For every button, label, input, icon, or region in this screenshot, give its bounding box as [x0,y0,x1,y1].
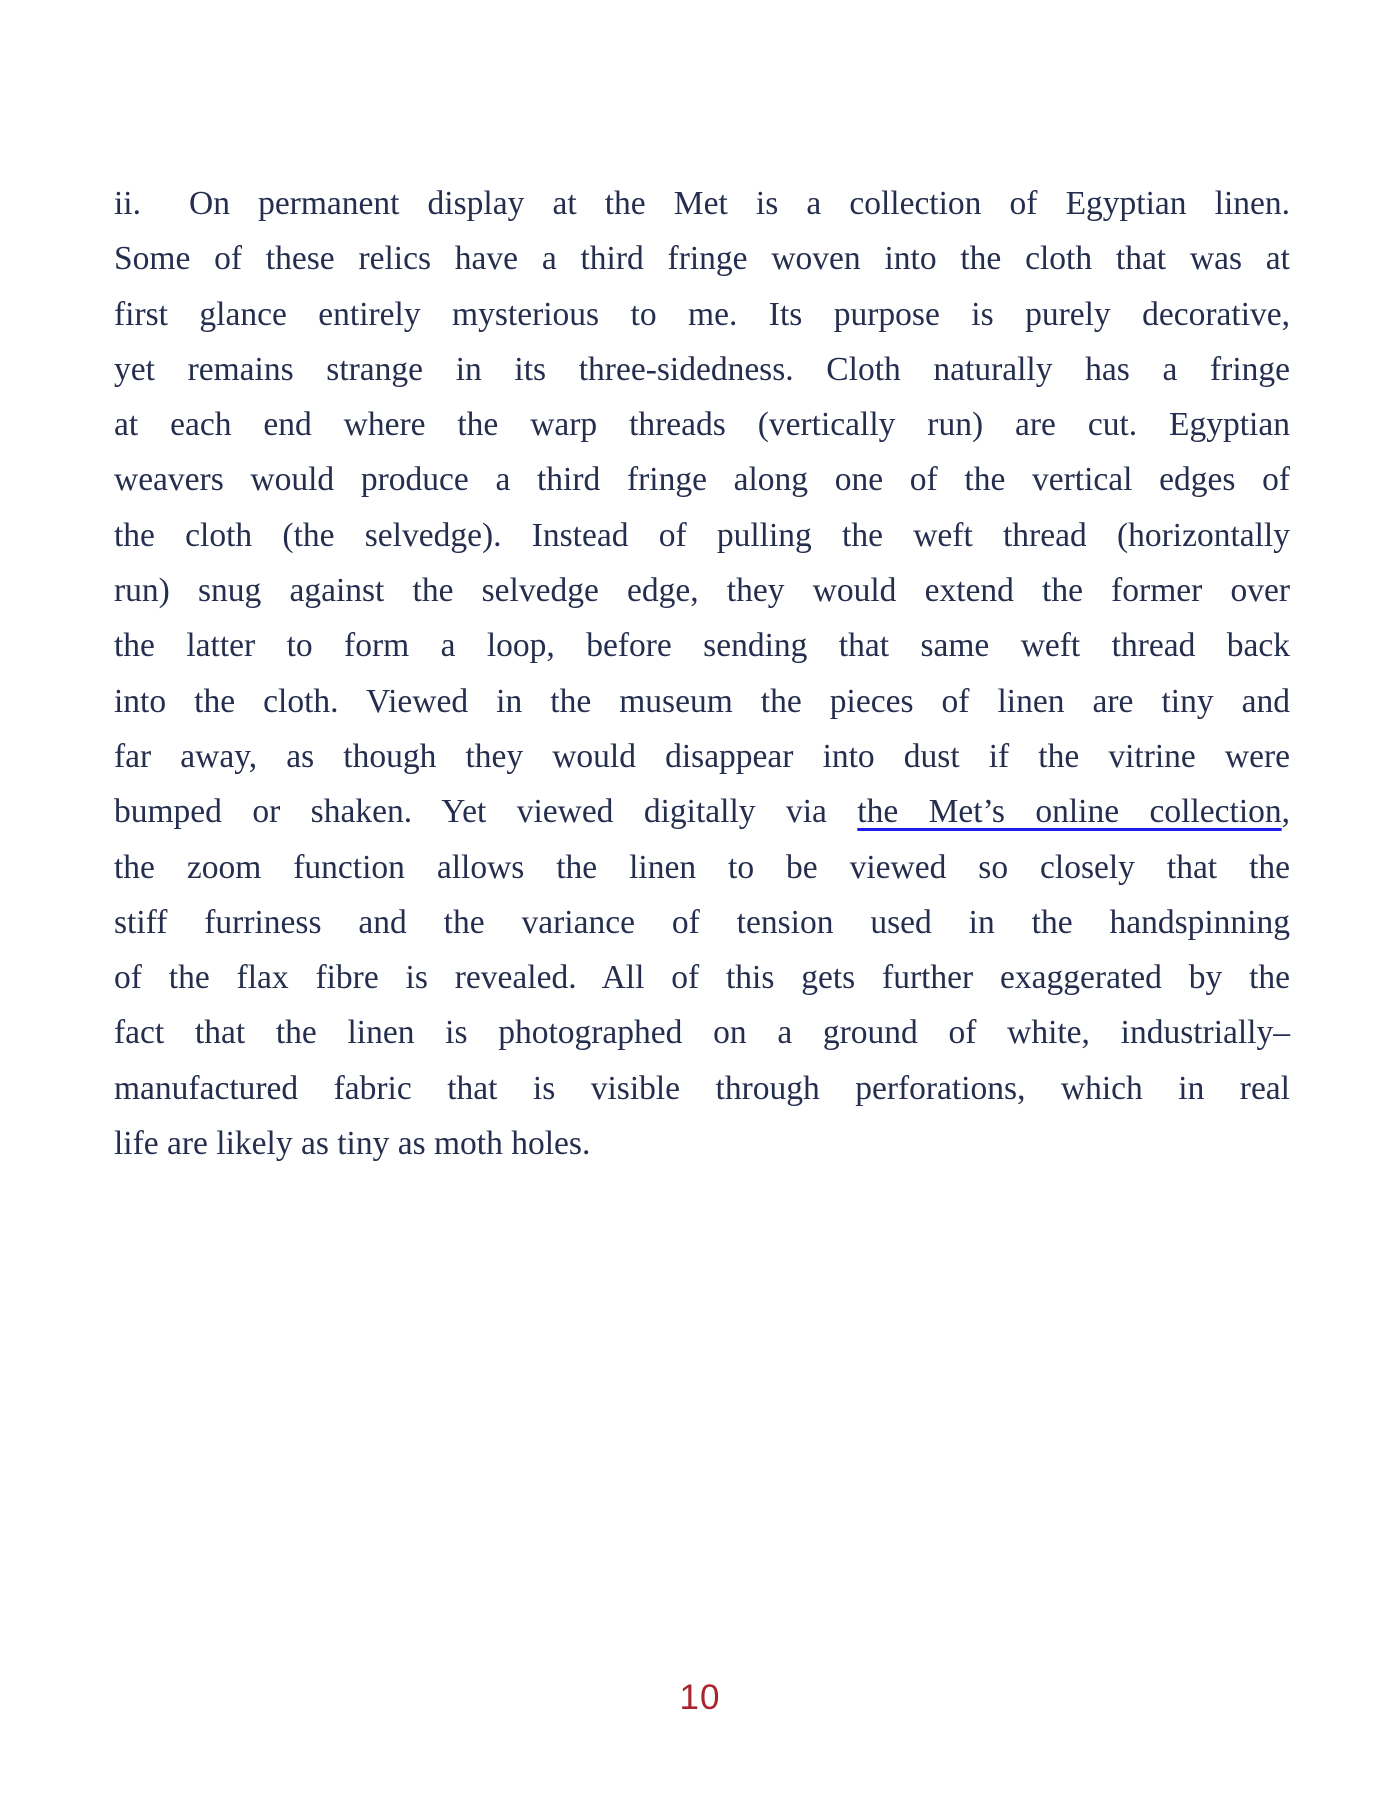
text-line [114,618,1290,673]
body-paragraph [114,176,1290,1171]
text-line [114,1005,1290,1060]
text-run: the cloth (the selvedge). Instead of pulling the weft thread (horizontally [114,516,1290,554]
text-line [114,342,1290,397]
text-run: , [1281,793,1290,831]
text-line [114,231,1290,286]
text-line [114,1061,1290,1116]
list-marker: ii. [114,185,141,222]
text-run: manufactured fabric that is visible through perforations, which in real [114,1069,1290,1107]
text-run: first glance entirely mysterious to me. Its purpose is purely decorative, [114,295,1290,333]
text-run: On permanent display at the Met is a collection of Egyptian linen. [189,185,1290,222]
text-run: at each end where the warp threads (vertically run) are cut. Egyptian [114,406,1290,444]
text-line [114,1116,1290,1171]
text-run: stiff furriness and the variance of tension used in the handspinning [114,903,1290,941]
text-run: life are likely as tiny as moth holes. [114,1125,591,1163]
text-run: the latter to form a loop, before sending that same weft thread back [114,627,1290,665]
met-collection-link[interactable]: the Met’s online collection [857,793,1282,831]
text-run: run) snug against the selvedge edge, they would extend the former over [114,572,1290,610]
text-run: the zoom function allows the linen to be viewed so closely that the [114,848,1290,886]
text-line [114,950,1290,1005]
text-line [114,674,1290,729]
text-run: into the cloth. Viewed in the museum the pieces of linen are tiny and [114,682,1290,720]
text-line [114,287,1290,342]
text-line [114,895,1290,950]
text-line [114,508,1290,563]
text-run: weavers would produce a third fringe along one of the vertical edges of [114,461,1290,499]
text-line [114,397,1290,452]
text-line [114,784,1290,839]
page-footer [0,1678,1400,1718]
text-line [114,729,1290,784]
text-run: Some of these relics have a third fringe woven into the cloth that was at [114,240,1290,278]
text-run: bumped or shaken. Yet viewed digitally via [114,793,858,831]
text-run: fact that the linen is photographed on a ground of white, industrially– [114,1014,1290,1052]
list-marker-gap [141,213,189,214]
text-run: yet remains strange in its three-sidedness. Cloth naturally has a fringe [114,350,1290,388]
text-line [114,840,1290,895]
text-line [114,452,1290,507]
page-number: 10 [679,1678,721,1717]
text-line [114,563,1290,618]
text-line [114,176,1290,231]
text-run: far away, as though they would disappear into dust if the vitrine were [114,737,1290,775]
text-run: of the flax fibre is revealed. All of this gets further exaggerated by the [114,959,1290,997]
